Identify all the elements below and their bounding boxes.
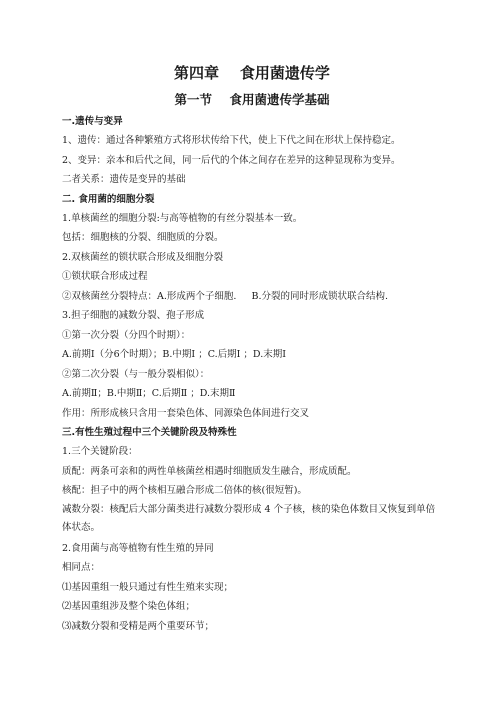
section-heading: 二. 食用菌的细胞分裂 [62,193,155,205]
text-line: 包括：细胞核的分裂、细胞质的分裂。 [62,232,224,243]
text-line: 1、遗传：通过各种繁殖方式将形状传给下代，使上下代之间在形状上保持稳定。 [62,135,401,146]
text-line: 1.三个关键阶段： [62,446,138,457]
text-line: A.前期Ⅱ；B.中期Ⅱ；C.后期Ⅱ ；D.末期Ⅱ [62,388,236,399]
section-heading: 一.遗传与变异 [62,116,123,127]
text-line: ⑶减数分裂和受精是两个重要环节； [62,620,215,632]
text-line: 作用：所形成核只含用一套染色体、同源染色体间进行交叉 [62,407,310,419]
section-cell-division [62,190,442,424]
text-line: A.前期Ⅰ（分6个时期）；B.中期Ⅰ ；C.后期Ⅰ ；D.末期Ⅰ [62,349,286,360]
text-line: ⑵基因重组涉及整个染色体组； [62,601,196,612]
text-line: 2、变异：亲本和后代之间，同一后代的个体之间存在差异的这种显现称为变异。 [62,154,401,166]
text-line: 3.担子细胞的减数分裂、孢子形成 [62,310,205,321]
text-line: ②第二次分裂（与一般分裂相似）： [62,368,210,380]
text-line: 二者关系：遗传是变异的基础 [62,174,186,185]
text-line: ①锁状联合形成过程 [62,271,148,282]
text-line: ⑴基因重组一般只通过有性生殖来实现； [62,581,234,593]
text-line: 2.双核菌丝的锁状联合形成及细胞分裂 [62,251,224,263]
text-line: 相同点： [62,562,101,573]
chapter-title: 第四章 食用菌遗传学 [174,64,330,82]
section-title: 第一节 食用菌遗传学基础 [174,92,330,107]
text-line: 2.食用菌与高等植物有性生殖的异同 [62,542,214,554]
section-heredity-variation [62,112,442,190]
document-page [62,62,442,636]
section-heading: 三.有性生殖过程中三个关键阶段及特殊性 [62,427,237,438]
text-line: ①第一次分裂（分四个时期）： [62,329,191,341]
text-line: 减数分裂：核配后大部分菌类进行减数分裂形成 4 个子核，核的染色体数目又恢复到单倍体状态。 [62,503,436,533]
text-line: ②双核菌丝分裂特点：A.形成两个子细胞. B.分裂的同时形成锁状联合结构. [62,290,389,302]
text-line: 质配：两条可亲和的两性单核菌丝相遇时细胞质发生融合，形成质配。 [62,465,357,477]
text-line: 核配：担子中的两个核相互融合形成二倍体的核(很短暂)。 [62,485,307,496]
section-sexual-reproduction [62,423,442,636]
text-line: 1.单核菌丝的细胞分裂:与高等植物的有丝分裂基本一致。 [62,212,303,224]
